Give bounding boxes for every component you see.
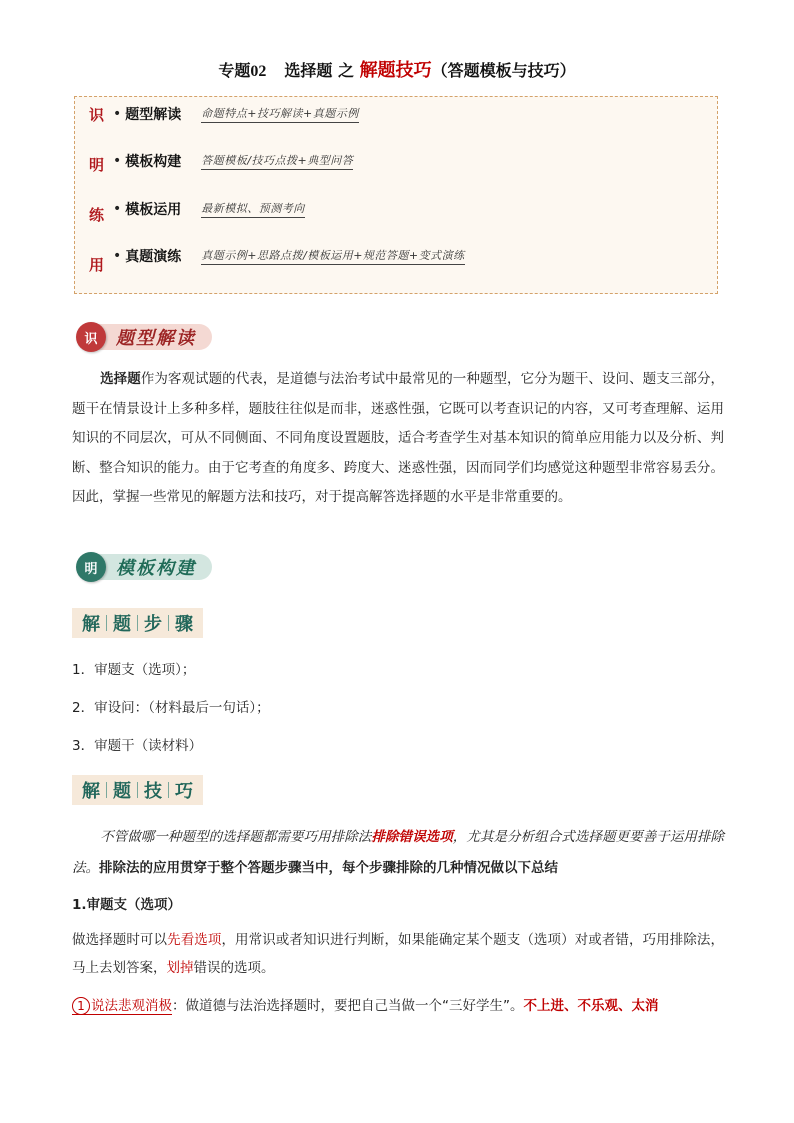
step-item: 2．审设问：（材料最后一句话）；	[72, 700, 270, 716]
badge-label: 模板构建	[94, 554, 212, 580]
guide-box	[74, 96, 718, 294]
guide-side-chars: 识 明 练 用	[89, 106, 105, 274]
sub-title: 1.审题支（选项）	[72, 897, 182, 913]
item-1-title: 1 说法悲观消极	[72, 998, 172, 1015]
guide-item: • 模板构建 答题模板/技巧点拨+典型问答	[113, 153, 354, 170]
badge-circle: 明	[76, 552, 106, 582]
step-item: 1．审题支（选项）；	[72, 662, 196, 678]
tips-paragraph: 不管做哪一种题型的选择题都需要巧用排除法排除错误选项，尤其是分析组合式选择题更要善于运用排除法。排除法的应用贯穿于整个答题步骤当中，每个步骤排除的几种情况做以下总结	[72, 829, 725, 876]
guide-item: • 模板运用 最新模拟、预测考向	[113, 201, 305, 218]
sub1-paragraph: 做选择题时可以先看选项，用常识或者知识进行判断，如果能确定某个题支（选项）对或者错，巧用排除法，马上去划答案，划掉错误的选项。	[72, 932, 725, 976]
bullet-icon: •	[113, 153, 122, 169]
intro-paragraph: 选择题作为客观试题的代表，是道德与法治考试中最常见的一种题型，它分为题干、设问、题支三部分，题干在情景设计上多种多样，题肢往往似是而非，迷惑性强，它既可以考查识记的内容，又可考查理解、运用知识的不同层次，可从不同侧面、不同角度设置题肢，适合考查学生对基本知识的简单应用能力以及分析、判断、整合知识的能力。由于它考查的角度多、跨度大、迷惑性强，因而同学们均感觉这种题型非常容易丢分。因此，掌握一些常见的解题方法和技巧，对于提高解答选择题的水平是非常重要的。	[72, 371, 725, 505]
title-highlight: 解题技巧	[359, 60, 432, 81]
steps-heading: 解 题 步 骤	[72, 608, 203, 638]
step-item: 3．审题干（读材料）	[72, 738, 203, 754]
badge-circle: 识	[76, 322, 106, 352]
tips-heading: 解 题 技 巧	[72, 775, 203, 805]
bullet-icon: •	[113, 106, 122, 122]
section-badge-template	[76, 550, 212, 584]
item-1-line: 1 说法悲观消极：做道德与法治选择题时，要把自己当做一个“三好学生”。不上进、不乐观、太消	[72, 994, 724, 1015]
bullet-icon: •	[113, 201, 122, 217]
page-title: 专题02 选择题 之 解题技巧（答题模板与技巧）	[218, 60, 576, 81]
badge-label: 题型解读	[94, 324, 212, 350]
guide-item: • 真题演练 真题示例+思路点拨/模板运用+规范答题+变式演练	[113, 248, 465, 265]
guide-item: • 题型解读 命题特点+技巧解读+真题示例	[113, 106, 359, 123]
section-badge-interpret	[76, 320, 212, 354]
bullet-icon: •	[113, 248, 122, 264]
